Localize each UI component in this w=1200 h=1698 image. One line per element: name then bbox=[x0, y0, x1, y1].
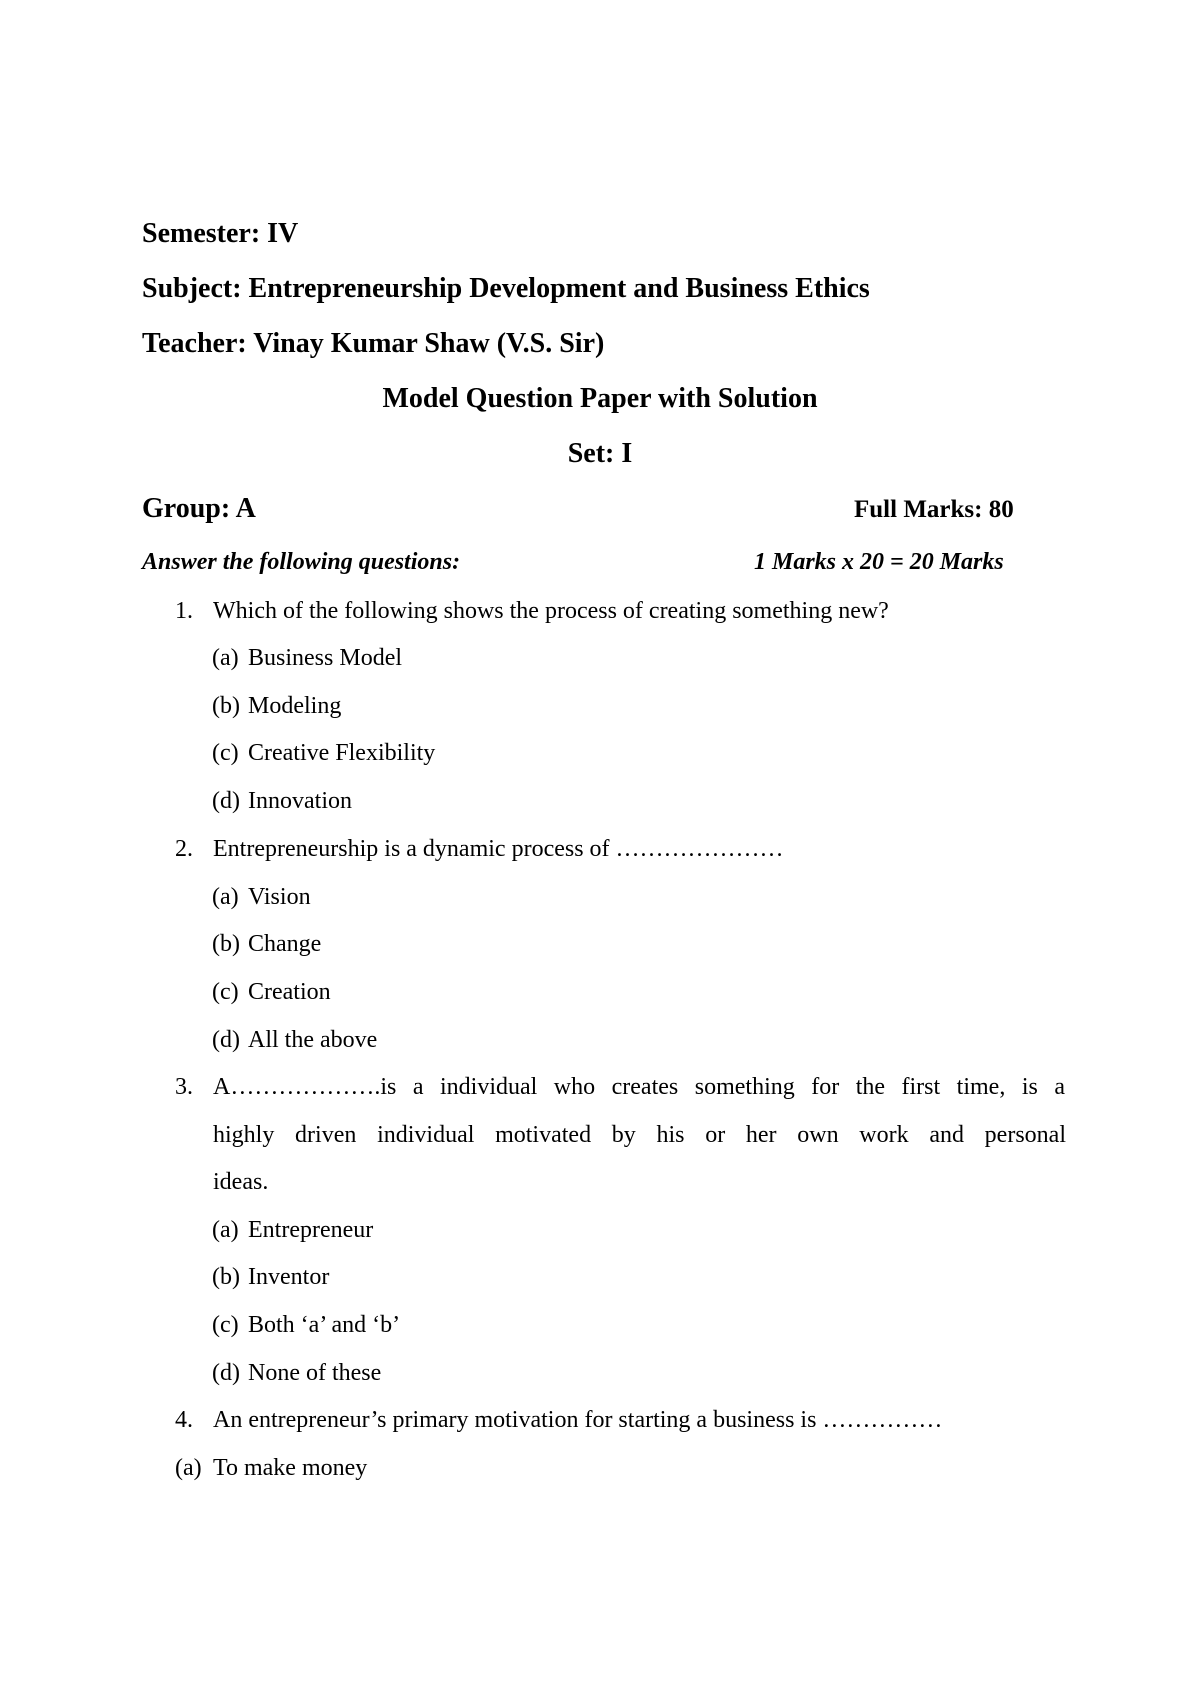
option-text: Modeling bbox=[248, 693, 342, 719]
option-label: (b) bbox=[212, 1264, 240, 1290]
option-label: (b) bbox=[212, 931, 240, 957]
question-3-continuation-2: ideas. bbox=[213, 1169, 269, 1195]
option-label: (d) bbox=[212, 1027, 240, 1053]
option-label: (a) bbox=[212, 645, 239, 671]
group-label: Group: A bbox=[142, 493, 256, 524]
set-label: Set: I bbox=[567, 438, 633, 469]
question-2-option-d bbox=[212, 1028, 377, 1052]
question-1 bbox=[175, 599, 889, 623]
semester-line: Semester: IV bbox=[142, 218, 299, 249]
question-number: 1. bbox=[175, 598, 193, 624]
question-3-continuation-1: highly driven individual motivated by his or her own work and personal bbox=[213, 1122, 1066, 1148]
question-4 bbox=[175, 1408, 942, 1432]
option-label: (c) bbox=[212, 979, 239, 1005]
option-text: Creative Flexibility bbox=[248, 740, 436, 766]
question-2-option-a bbox=[212, 885, 311, 909]
question-number: 3. bbox=[175, 1074, 193, 1100]
option-label: (d) bbox=[212, 788, 240, 814]
question-number: 4. bbox=[175, 1407, 193, 1433]
option-text: Change bbox=[248, 931, 322, 957]
option-text: Entrepreneur bbox=[248, 1217, 374, 1243]
question-text: Entrepreneurship is a dynamic process of ………………… bbox=[213, 836, 784, 862]
question-3 bbox=[175, 1075, 1065, 1099]
paper-title: Model Question Paper with Solution bbox=[382, 383, 818, 414]
question-1-option-d bbox=[212, 789, 352, 813]
option-text: Business Model bbox=[248, 645, 403, 671]
instruction-text: Answer the following questions: bbox=[142, 549, 461, 575]
question-3-option-c bbox=[212, 1313, 400, 1337]
option-text: Inventor bbox=[248, 1264, 330, 1290]
option-text: All the above bbox=[248, 1027, 378, 1053]
question-text: Which of the following shows the process of creating something new? bbox=[213, 598, 889, 624]
option-label: (c) bbox=[212, 1312, 239, 1338]
full-marks: Full Marks: 80 bbox=[854, 496, 1014, 523]
question-text: An entrepreneur’s primary motivation for starting a business is …………… bbox=[213, 1407, 943, 1433]
option-text: Creation bbox=[248, 979, 331, 1005]
option-text: Both ‘a’ and ‘b’ bbox=[248, 1312, 401, 1338]
option-text: None of these bbox=[248, 1360, 382, 1386]
question-1-option-b bbox=[212, 694, 341, 718]
question-1-option-c bbox=[212, 741, 435, 765]
marks-scheme: 1 Marks x 20 = 20 Marks bbox=[754, 549, 1004, 575]
question-3-option-a bbox=[212, 1218, 373, 1242]
question-3-option-d bbox=[212, 1361, 381, 1385]
question-1-option-a bbox=[212, 646, 402, 670]
option-label: (a) bbox=[212, 1217, 239, 1243]
teacher-line: Teacher: Vinay Kumar Shaw (V.S. Sir) bbox=[142, 328, 605, 359]
option-text: Innovation bbox=[248, 788, 352, 814]
option-text: To make money bbox=[213, 1455, 368, 1481]
option-text: Vision bbox=[248, 884, 311, 910]
subject-line: Subject: Entrepreneurship Development and Business Ethics bbox=[142, 273, 870, 304]
option-label: (c) bbox=[212, 740, 239, 766]
option-label: (a) bbox=[175, 1455, 202, 1481]
question-2 bbox=[175, 837, 784, 861]
question-3-option-b bbox=[212, 1265, 329, 1289]
question-text-line-1: A……………….is a individual who creates something for the first time, is a bbox=[213, 1074, 1065, 1100]
question-4-option-a bbox=[175, 1456, 367, 1480]
question-number: 2. bbox=[175, 836, 193, 862]
question-2-option-c bbox=[212, 980, 331, 1004]
option-label: (a) bbox=[212, 884, 239, 910]
option-label: (d) bbox=[212, 1360, 240, 1386]
option-label: (b) bbox=[212, 693, 240, 719]
question-2-option-b bbox=[212, 932, 321, 956]
